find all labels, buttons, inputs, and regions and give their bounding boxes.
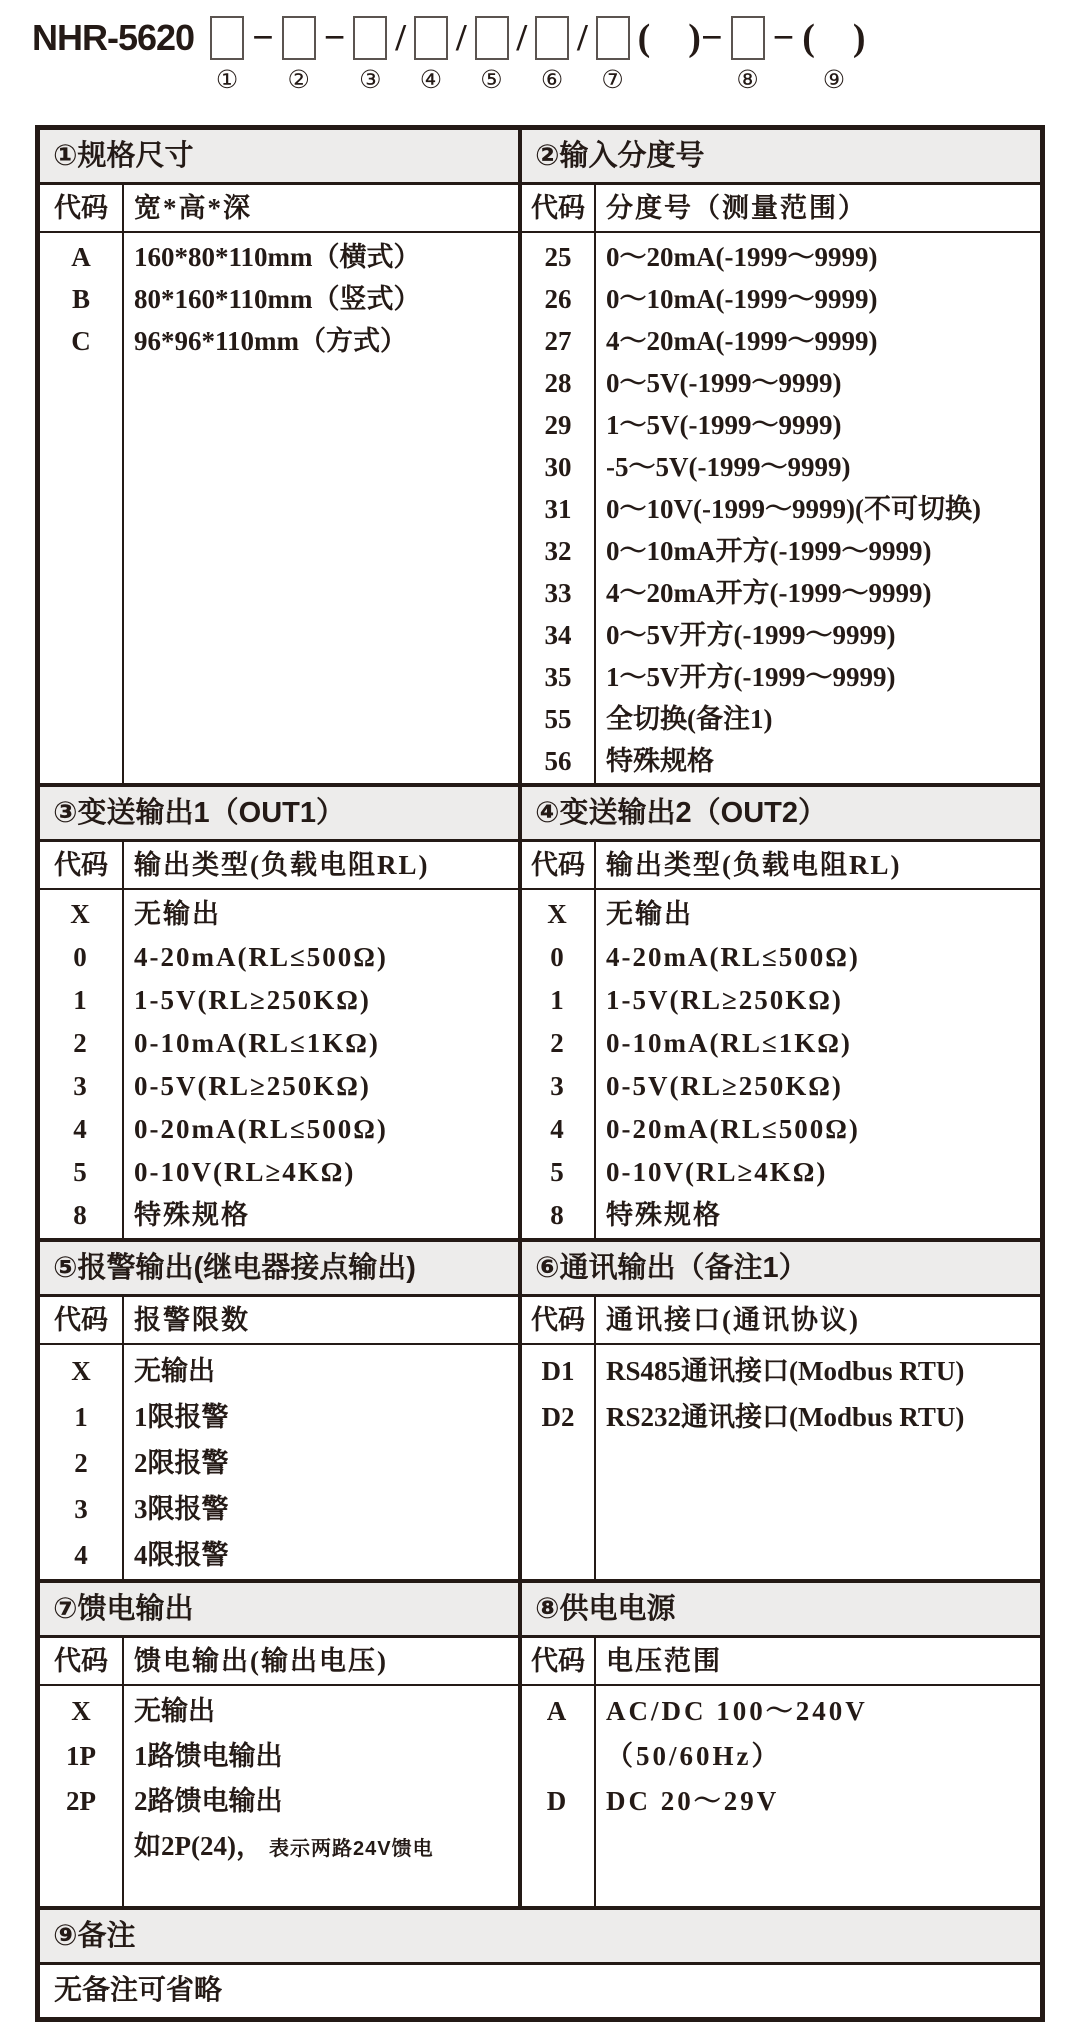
section-1-title: ①规格尺寸 [40,130,518,185]
value-text: DC 20～29V [606,1786,780,1816]
separator-wrap [773,14,795,62]
code-column [522,890,596,1238]
code-cell: 3 [74,1494,88,1524]
code-cell: 1 [550,985,566,1015]
code-cell [522,1734,594,1779]
circled-number: ② [287,67,310,94]
column-headers [40,1638,518,1686]
section-5 [40,1242,518,1579]
separator-glyph: / [395,17,406,59]
value-text: 0-10V(RL≥4KΩ) [606,1157,828,1187]
code-cell: B [71,284,90,314]
code-cell: 2 [74,1448,88,1478]
value-cell [134,936,518,979]
value-text: 1限报警 [134,1402,229,1432]
value-text: 0～10mA开方(-1999～9999) [606,536,932,566]
code-column-header: 代码 [40,1638,124,1684]
separator-wrap [324,14,346,62]
value-cell [134,1194,518,1237]
code-cell: 2 [73,1028,89,1058]
separator-glyph: / [516,17,528,59]
code-column-header: 代码 [522,1638,596,1684]
value-text: 无输出 [134,899,221,929]
column-headers [522,1297,1040,1345]
code-column [40,1345,124,1579]
value-text: 0～20mA(-1999～9999) [606,242,878,272]
separator-glyph: / [577,17,588,59]
value-text: 4-20mA(RL≤500Ω) [134,942,388,972]
value-text: 0-10mA(RL≤1KΩ) [606,1028,852,1058]
section-body [522,890,1040,1238]
value-cell [134,278,518,320]
section-7 [40,1583,518,1906]
code-cell: 32 [544,536,572,566]
code-cell: 0 [73,942,89,972]
value-text: 1-5V(RL≥250KΩ) [606,985,843,1015]
value-column [596,1686,1040,1906]
value-column-header: 通讯接口(通讯协议) [606,1305,860,1335]
separator-wrap [577,14,588,62]
value-text: 80*160*110mm（竖式） [134,284,421,314]
value-text: RS232通讯接口(Modbus RTU) [606,1402,965,1432]
code-box [414,16,448,60]
value-text: 0-20mA(RL≤500Ω) [606,1114,860,1144]
value-text: 2路馈电输出 [134,1786,283,1816]
model-code-separator [252,14,274,96]
value-cell [134,1440,518,1486]
value-text: AC/DC 100～240V [606,1696,868,1726]
code-cell: 8 [550,1200,566,1230]
value-text: 0～5V开方(-1999～9999) [606,620,896,650]
code-cell: 28 [544,368,572,398]
code-column [522,1345,596,1579]
small-note: 表示两路24V馈电 [268,1838,434,1860]
spec-table-sections [40,130,1040,1906]
code-column [522,1686,596,1906]
code-cell: 5 [73,1157,89,1187]
value-column-header: 宽*高*深 [134,193,252,223]
value-text: 0-5V(RL≥250KΩ) [606,1071,843,1101]
separator-glyph: / [455,17,467,59]
code-box-wrap [414,14,448,62]
separator-wrap [802,14,865,62]
value-cell [606,530,1040,572]
code-cell: 3 [73,1071,89,1101]
value-text: 4-20mA(RL≤500Ω) [606,942,860,972]
model-code-slot [475,14,509,96]
code-cell: 31 [544,494,572,524]
code-column-header: 代码 [40,842,124,888]
code-cell: 25 [544,242,572,272]
code-column [40,1686,124,1906]
code-cell: 34 [544,620,572,650]
column-headers [40,1297,518,1345]
code-cell: X [70,899,92,929]
value-cell [606,614,1040,656]
section-pair-2 [40,783,1040,1238]
value-text: -5～5V(-1999～9999) [606,452,851,482]
code-cell: 4 [73,1114,89,1144]
code-cell: 1P [66,1741,96,1771]
value-text: 特殊规格 [134,1200,250,1230]
value-cell [606,893,1040,936]
value-cell [606,446,1040,488]
code-box [535,16,569,60]
separator-glyph: − [323,17,346,59]
code-cell: D1 [541,1356,575,1386]
code-cell: 55 [544,704,572,734]
code-cell: 1 [74,1402,88,1432]
code-box [282,16,316,60]
code-column-header: 代码 [522,842,596,888]
value-cell [606,1734,1040,1779]
code-box [353,16,387,60]
value-text: （50/60Hz） [606,1741,782,1771]
model-code-separator [324,14,346,96]
code-cell: 2P [66,1786,96,1816]
section-body [40,233,518,783]
value-column [596,233,1040,783]
value-text: 3限报警 [134,1494,229,1524]
section-6-title: ⑥通讯输出（备注1） [522,1242,1040,1297]
section-9-title: ⑨备注 [40,1910,1040,1965]
code-column [522,233,596,783]
separator-wrap [638,14,723,62]
code-box-wrap [475,14,509,62]
code-box [731,16,765,60]
value-cell [134,1779,518,1824]
value-text: 无输出 [606,899,693,929]
circled-number: ⑤ [480,67,503,94]
circled-number: ③ [359,67,382,94]
section-1 [40,130,518,783]
column-headers [40,842,518,890]
value-cell [606,404,1040,446]
value-cell [134,1348,518,1394]
code-box-wrap [596,14,630,62]
separator-wrap [252,14,274,62]
code-column-header: 代码 [40,185,124,231]
section-pair-3 [40,1238,1040,1579]
section-3-title: ③变送输出1（OUT1） [40,787,518,842]
model-code-slot [282,14,316,96]
value-column [124,1345,518,1579]
value-column-header: 分度号（测量范围） [606,193,867,223]
section-4 [518,787,1040,1238]
value-cell [606,979,1040,1022]
value-text: 无输出 [134,1356,215,1386]
value-text: 96*96*110mm（方式） [134,326,407,356]
value-text: 1-5V(RL≥250KΩ) [134,985,371,1015]
value-cell [134,320,518,362]
circled-number: ④ [419,67,443,94]
value-text: 如2P(24)， [134,1831,263,1861]
value-column [124,1686,518,1906]
section-5-title: ⑤报警输出(继电器接点输出) [40,1242,518,1297]
value-column [124,233,518,783]
code-cell: 2 [550,1028,566,1058]
code-cell: 29 [544,410,572,440]
value-cell [134,979,518,1022]
value-text: 1～5V开方(-1999～9999) [606,662,896,692]
model-code-slot [353,14,387,96]
model-code-slot [596,14,630,96]
model-code-slot [414,14,448,96]
code-box [596,16,630,60]
model-number: NHR-5620 [32,17,195,58]
separator-wrap [517,14,528,62]
section-2-title: ②输入分度号 [522,130,1040,185]
column-headers [40,185,518,233]
value-column [596,890,1040,1238]
code-cell [40,1824,122,1869]
code-cell: D [546,1786,570,1816]
value-text: 0-5V(RL≥250KΩ) [134,1071,371,1101]
section-body [40,1686,518,1906]
circled-number: ⑥ [540,67,564,94]
separator-glyph: ( ) [802,17,866,59]
code-column-header: 代码 [522,1297,596,1343]
code-cell: A [546,1696,570,1726]
value-cell [606,236,1040,278]
section-8 [518,1583,1040,1906]
code-box-wrap [731,14,765,62]
value-column-header: 电压范围 [606,1646,722,1676]
code-cell: 33 [544,578,572,608]
section-body [40,890,518,1238]
value-cell [606,1779,1040,1824]
value-cell [134,1065,518,1108]
circled-number: ① [215,67,239,94]
value-cell [134,1151,518,1194]
value-column [124,890,518,1238]
section-8-title: ⑧供电电源 [522,1583,1040,1638]
section-4-title: ④变送输出2（OUT2） [522,787,1040,842]
value-column-header: 输出类型(负载电阻RL) [134,850,430,880]
code-column [40,233,124,783]
code-cell: 5 [550,1157,566,1187]
circled-number: ⑧ [736,67,759,94]
code-cell: 26 [544,284,572,314]
code-box-wrap [282,14,316,62]
value-cell [134,1486,518,1532]
column-headers [522,185,1040,233]
value-column [596,1345,1040,1579]
value-cell [134,1824,518,1869]
separator-glyph: − [772,17,795,59]
value-text: 特殊规格 [606,746,714,776]
section-body [522,1686,1040,1906]
model-code-slot [535,14,569,96]
section-body [40,1345,518,1579]
value-cell [606,488,1040,530]
code-box-wrap [353,14,387,62]
column-headers [522,842,1040,890]
column-headers [522,1638,1040,1686]
circled-number: ⑨ [822,67,846,94]
value-text: 0～10mA(-1999～9999) [606,284,878,314]
separator-wrap [456,14,467,62]
value-cell [606,1394,1040,1440]
code-box [210,16,244,60]
value-cell [606,1022,1040,1065]
value-text: 0-20mA(RL≤500Ω) [134,1114,388,1144]
model-code-separator [395,14,406,96]
code-column-header: 代码 [522,185,596,231]
code-column [40,890,124,1238]
section-pair-4 [40,1579,1040,1906]
value-text: 4～20mA开方(-1999～9999) [606,578,932,608]
model-code-separator [577,14,588,96]
code-cell: A [71,242,91,272]
value-cell [606,698,1040,740]
section-body [522,233,1040,783]
separator-glyph: − [252,17,274,59]
value-cell [606,1151,1040,1194]
value-text: 无输出 [134,1696,215,1726]
value-text: 0～10V(-1999～9999)(不可切换) [606,494,981,524]
value-text: 特殊规格 [606,1200,722,1230]
value-cell [606,740,1040,782]
model-code-slot [210,14,244,96]
value-cell [134,1689,518,1734]
value-cell [134,893,518,936]
value-text: 160*80*110mm（横式） [134,242,421,272]
model-code-separator [517,14,528,96]
section-6 [518,1242,1040,1579]
section-7-title: ⑦馈电输出 [40,1583,518,1638]
value-cell [606,1065,1040,1108]
model-code-separator [638,14,723,96]
value-text: 1路馈电输出 [134,1741,283,1771]
value-cell [134,1108,518,1151]
value-text: 0-10V(RL≥4KΩ) [134,1157,356,1187]
code-cell: 1 [73,985,89,1015]
separator-wrap [395,14,406,62]
code-cell: X [71,1696,91,1726]
model-code-separator [773,14,795,96]
value-column-header: 馈电输出(输出电压) [134,1646,388,1676]
value-column-header: 报警限数 [134,1305,250,1335]
code-cell: X [547,899,569,929]
value-cell [606,936,1040,979]
circled-number: ⑦ [601,67,624,94]
value-text: 2限报警 [134,1448,229,1478]
code-cell: 30 [544,452,572,482]
value-cell [606,1194,1040,1237]
code-box-wrap [535,14,569,62]
value-cell [134,1394,518,1440]
code-cell: C [71,326,91,356]
model-code-separator [456,14,467,96]
spec-table [35,125,1045,2022]
model-code-slot [731,14,765,96]
value-cell [134,236,518,278]
value-text: 0-10mA(RL≤1KΩ) [134,1028,380,1058]
code-box [475,16,509,60]
section-2 [518,130,1040,783]
value-cell [606,656,1040,698]
code-cell: 56 [544,746,572,776]
value-text: 1～5V(-1999～9999) [606,410,842,440]
code-cell: X [71,1356,91,1386]
code-cell: D2 [541,1402,575,1432]
value-cell [134,1532,518,1578]
model-selection-header [32,14,870,96]
code-cell: 0 [550,942,566,972]
section-9 [40,1906,1040,2017]
value-text: 0～5V(-1999～9999) [606,368,842,398]
value-text: RS485通讯接口(Modbus RTU) [606,1356,965,1386]
value-cell [134,1734,518,1779]
section-pair-1 [40,130,1040,783]
value-cell [606,362,1040,404]
section-body [522,1345,1040,1579]
value-cell [606,1689,1040,1734]
value-cell [606,320,1040,362]
value-cell [606,278,1040,320]
value-cell [606,1108,1040,1151]
code-cell: 27 [544,326,572,356]
section-3 [40,787,518,1238]
value-cell [134,1022,518,1065]
value-text: 全切换(备注1) [606,704,773,734]
value-cell [606,572,1040,614]
section-9-note: 无备注可省略 [54,1975,223,2006]
code-cell: 35 [544,662,572,692]
code-box-wrap [210,14,244,62]
value-text: 4～20mA(-1999～9999) [606,326,878,356]
code-column-header: 代码 [40,1297,124,1343]
separator-glyph: ( )− [637,17,723,59]
code-cell: 4 [74,1540,88,1570]
value-cell [606,1348,1040,1394]
code-cell: 4 [550,1114,566,1144]
value-text: 4限报警 [134,1540,229,1570]
code-cell: 8 [73,1200,89,1230]
code-cell: 3 [550,1071,566,1101]
value-column-header: 输出类型(负载电阻RL) [606,850,902,880]
model-code-separator [802,14,865,96]
model-code-boxes [206,14,870,96]
